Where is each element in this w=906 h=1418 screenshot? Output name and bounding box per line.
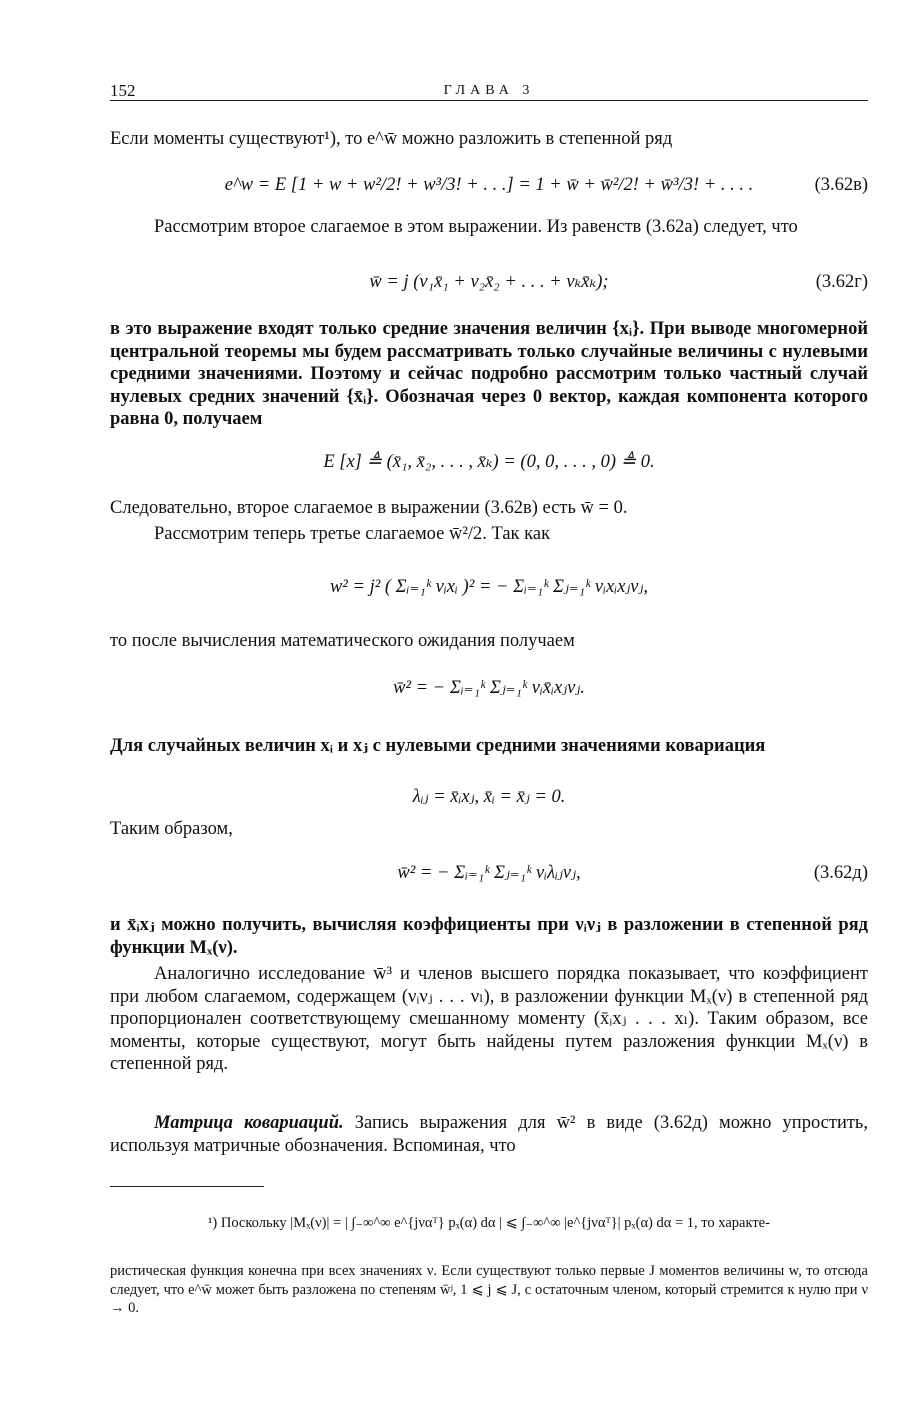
equation-body: w̄ = j (ν₁x̄₁ + ν₂x̄₂ + . . . + νₖx̄ₖ);: [369, 272, 609, 292]
paragraph-moments: Если моменты существуют¹), то e^w̄ можно разложить в степенной ряд: [110, 129, 673, 149]
paragraph-second-term-zero: Следовательно, второе слагаемое в выражении (3.62в) есть w̄ = 0.: [110, 498, 628, 518]
paragraph-zero-means: в это выражение входят только средние значения величин {xᵢ}. При выводе многомерной центральной теоремы мы будем рассматривать только случайные величины с нулевыми средними значениями. Поэтому и сейчас подробно рассмотрим только частный случай нулевых средних значений {x̄ᵢ}. Обозначая через 0 вектор, каждая компонента которого равна 0, получаем: [110, 319, 868, 429]
equation-covariance: [110, 786, 868, 812]
equation-3-62d: [110, 862, 868, 888]
paragraph-higher-order: Аналогично исследование w̄³ и членов высшего порядка показывает, что коэффициент при любом слагаемом, содержащем (νᵢνⱼ . . . νₗ), в разложении функции Mₓ(ν) в степенной ряд пропорционален соответствующему смешанному моменту (x̄ᵢxⱼ . . . xₗ). Таким образом, все моменты, которые существуют, могут быть найдены путем разложения функции Mₓ(ν) в степенной ряд.: [110, 964, 868, 1074]
paragraph-covariance: Для случайных величин xᵢ и xⱼ с нулевыми средними значениями ковариация: [110, 736, 766, 756]
equation-mean-w-squared: [110, 677, 868, 703]
equation-body: E [x] ≜ (x̄₁, x̄₂, . . . , x̄ₖ) = (0, 0, . . . , 0) ≜ 0.: [323, 452, 655, 472]
equation-body: w̄² = − Σᵢ₌₁ᵏ Σⱼ₌₁ᵏ νᵢx̄ᵢxⱼνⱼ.: [393, 678, 585, 698]
equation-number: (3.62в): [814, 175, 868, 195]
chapter-title: ГЛАВА 3: [443, 83, 535, 98]
equation-3-62v: [110, 174, 868, 200]
book-page: [110, 0, 868, 1418]
equation-body: e^w = E [1 + w + w²/2! + w³/3! + . . .] = 1 + w̄ + w̄²/2! + w̄³/3! + . . . .: [224, 175, 754, 195]
equation-3-62g: [110, 271, 868, 297]
paragraph-coefficients: и x̄ᵢxⱼ можно получить, вычисляя коэффициенты при νᵢνⱼ в разложении в степенной ряд функции Mₓ(ν).: [110, 915, 868, 958]
equation-body: λᵢⱼ = x̄ᵢxⱼ, x̄ᵢ = x̄ⱼ = 0.: [412, 787, 566, 807]
paragraph-expectation: то после вычисления математического ожидания получаем: [110, 631, 575, 651]
paragraph-third-term: Рассмотрим теперь третье слагаемое w̄²/2. Так как: [154, 524, 551, 544]
header-rule: [110, 100, 868, 101]
paragraph-covariance-matrix: [110, 1112, 868, 1157]
paragraph-second-term: Рассмотрим второе слагаемое в этом выражении. Из равенств (3.62а) следует, что: [154, 217, 798, 237]
page-number: 152: [110, 81, 136, 100]
equation-number: (3.62д): [813, 863, 868, 883]
footnote-rule: [110, 1186, 264, 1187]
equation-w-squared: [110, 576, 868, 602]
footnote-formula-line: ¹) Поскольку |Mₓ(ν)| = | ∫₋∞^∞ e^{jναᵀ} pₓ(α) dα | ⩽ ∫₋∞^∞ |e^{jναᵀ}| pₓ(α) dα = 1, то характе-: [208, 1215, 770, 1231]
equation-number: (3.62г): [815, 272, 868, 292]
equation-body: w̄² = − Σᵢ₌₁ᵏ Σⱼ₌₁ᵏ νᵢλᵢⱼνⱼ,: [397, 863, 581, 883]
equation-body: w² = j² ( Σᵢ₌₁ᵏ νᵢxᵢ )² = − Σᵢ₌₁ᵏ Σⱼ₌₁ᵏ νᵢxᵢxⱼνⱼ,: [329, 577, 649, 597]
section-heading: Матрица ковариаций.: [154, 1113, 344, 1133]
section-text: Запись выражения для w̄² в виде (3.62д) можно упростить, используя матричные обозначения. Вспоминая, что: [110, 1113, 868, 1156]
paragraph-thus: Таким образом,: [110, 819, 233, 839]
footnote-text: ристическая функция конечна при всех значениях ν. Если существуют только первые J моментов величины w, то отсюда следует, что e^w̄ может быть разложена по степеням w̄ʲ, 1 ⩽ j ⩽ J, с остаточным членом, который стремится к нулю при ν → 0.: [110, 1263, 868, 1316]
equation-zero-vector: [110, 451, 868, 477]
